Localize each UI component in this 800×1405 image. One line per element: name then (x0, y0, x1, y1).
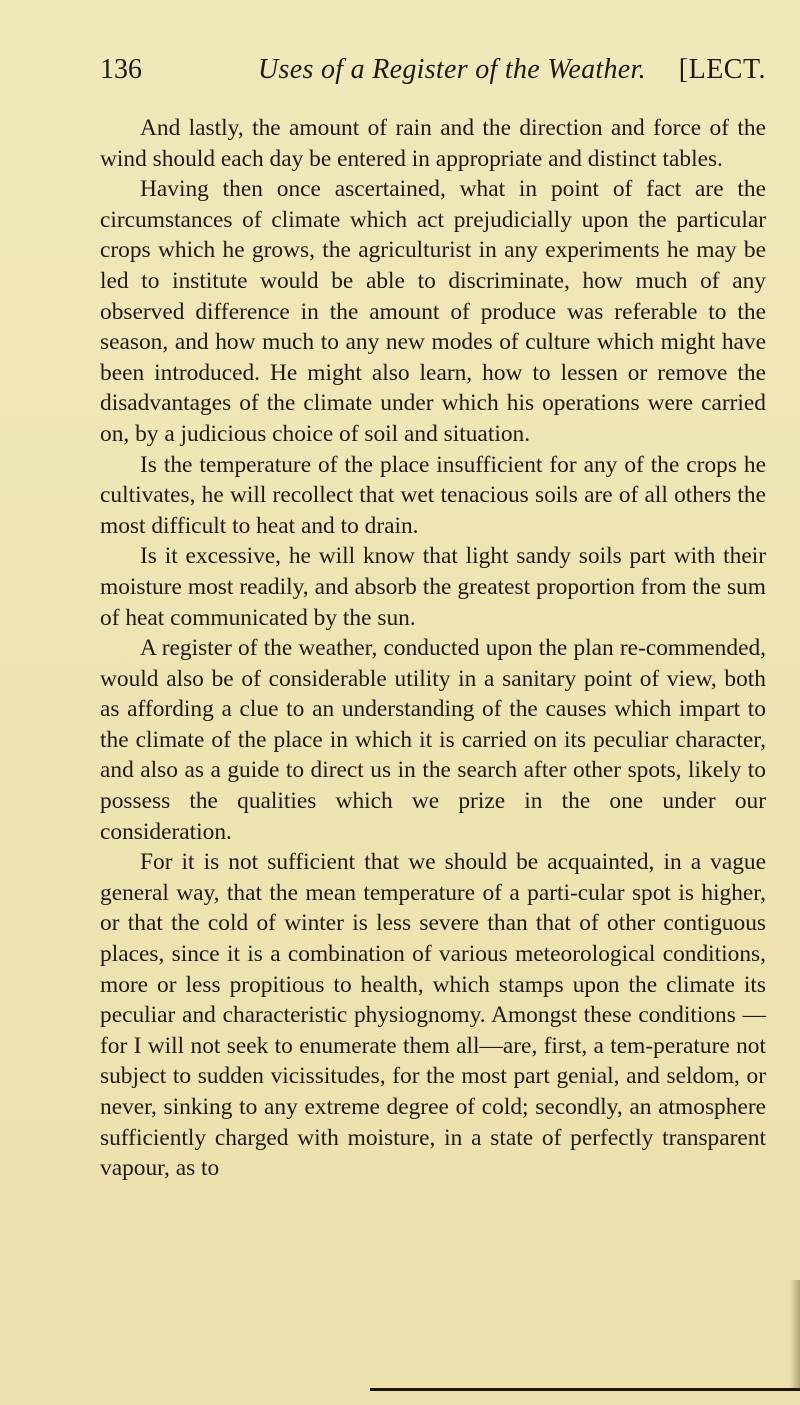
page-edge-rule (370, 1388, 800, 1391)
paragraph: Is it excessive, he will know that light sandy soils part with their moisture most readily, and absorb the greatest proportion from the sum of heat communicated by the sun. (100, 543, 766, 631)
running-header (100, 40, 766, 92)
page-edge-shadow (790, 1280, 800, 1390)
paragraph: For it is not sufficient that we should be acquainted, in a vague general way, that the mean temperature of a parti-cular spot is higher, or that the cold of winter is less severe than that of other contiguous places, since it is a combination of various meteorological conditions, more or less propitious to health, which stamps upon the climate its peculiar and characteristic physiognomy. Amongst these conditions — for I will not seek to enumerate them all—are, first, a tem-perature not subject to sudden vicissitudes, for the most part genial, and seldom, or never, sinking to any extreme degree of cold; secondly, an atmosphere sufficiently charged with moisture, in a state of perfectly transparent vapour, as to (100, 849, 766, 1182)
page-number: 136 (100, 54, 142, 85)
running-title: Uses of a Register of the Weather. (258, 54, 646, 85)
body-text (100, 113, 766, 1184)
paragraph: Is the temperature of the place insufficient for any of the crops he cultivates, he will recollect that wet tenacious soils are of all others the most difficult to heat and to drain. (100, 451, 766, 539)
paragraph: And lastly, the amount of rain and the direction and force of the wind should each day be entered in appropriate and distinct tables. (100, 115, 766, 172)
paragraph: Having then once ascertained, what in point of fact are the circumstances of climate which act prejudicially upon the particular crops which he grows, the agriculturist in any experiments he may be led to institute would be able to discriminate, how much of any observed difference in the amount of produce was referable to the season, and how much to any new modes of culture which might have been introduced. He might also learn, how to lessen or remove the disadvantages of the climate under which his operations were carried on, by a judicious choice of soil and situation. (100, 176, 766, 447)
paragraph: A register of the weather, conducted upon the plan re-commended, would also be of considerable utility in a sanitary point of view, both as affording a clue to an understanding of the causes which impart to the climate of the place in which it is carried on its peculiar character, and also as a guide to direct us in the search after other spots, likely to possess the qualities which we prize in the one under our consideration. (100, 635, 766, 845)
section-marker: [LECT. (678, 54, 766, 85)
